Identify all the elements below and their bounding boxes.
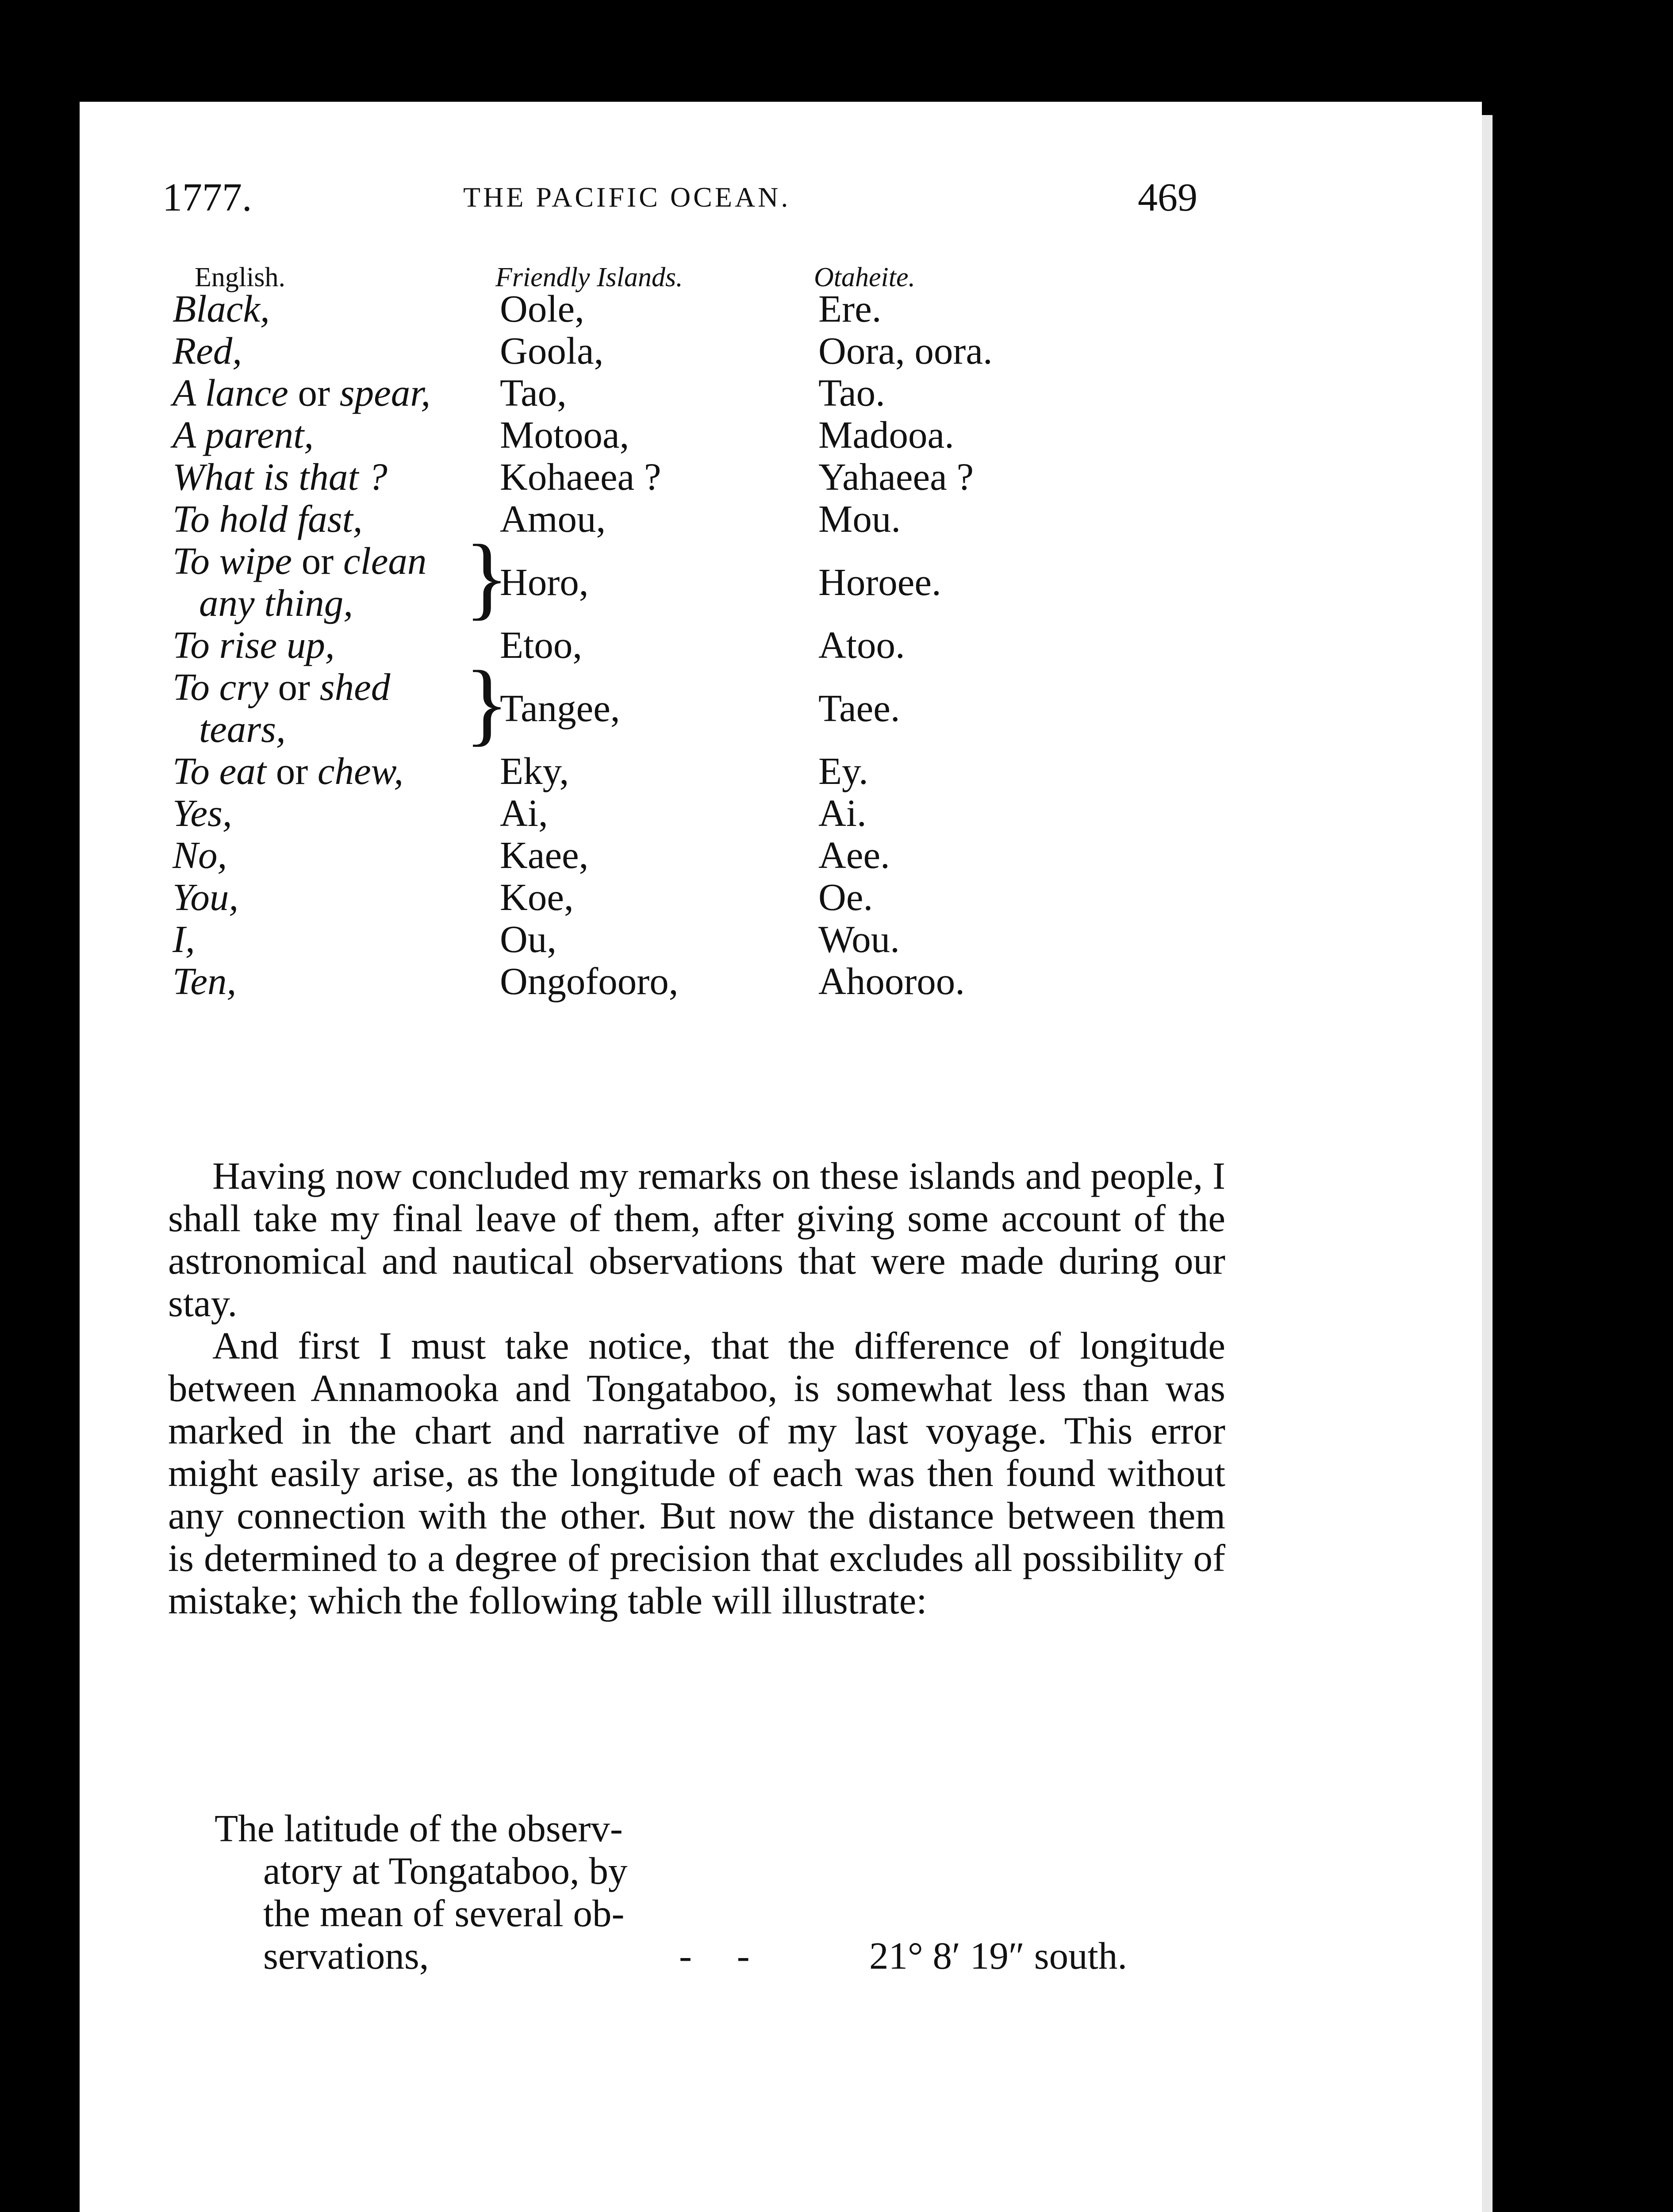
vocab-row	[173, 498, 1234, 540]
friendly-islands-word: Ou,	[500, 918, 557, 960]
friendly-islands-word: Horo,	[500, 561, 589, 603]
english-word: To cry or shed tears,	[173, 665, 391, 750]
english-word: A lance or spear,	[173, 371, 431, 414]
body-text	[168, 1155, 1225, 1622]
latitude-value: 21° 8′ 19″ south.	[869, 1934, 1128, 1977]
friendly-islands-word: Etoo,	[500, 623, 583, 666]
brace-icon: }	[464, 652, 509, 755]
otaheite-word: Mou.	[818, 497, 901, 540]
english-word: Black,	[173, 287, 270, 330]
otaheite-word: Madooa.	[818, 413, 954, 456]
column-header-english: English.	[195, 262, 285, 292]
friendly-islands-word: Motooa,	[500, 413, 629, 456]
vocab-row	[173, 652, 1234, 755]
vocab-row	[173, 960, 1234, 1002]
vocab-row	[173, 288, 1234, 330]
friendly-islands-word: Kaee,	[500, 833, 589, 876]
friendly-islands-word: Tao,	[500, 371, 567, 414]
page-edge	[1482, 115, 1493, 2212]
english-word: To eat or chew,	[173, 749, 403, 792]
otaheite-word: Atoo.	[818, 623, 905, 666]
vocab-row	[173, 876, 1234, 918]
otaheite-word: Tao.	[818, 371, 885, 414]
friendly-islands-word: Kohaeea ?	[500, 455, 661, 498]
friendly-islands-word: Ongofooro,	[500, 960, 679, 1002]
vocab-row	[173, 918, 1234, 960]
vocab-row	[173, 330, 1234, 372]
brace-icon: }	[464, 526, 509, 629]
friendly-islands-word: Koe,	[500, 876, 574, 918]
vocab-row	[173, 414, 1234, 456]
friendly-islands-word: Amou,	[500, 497, 606, 540]
otaheite-word: Wou.	[818, 918, 900, 960]
vocab-row	[173, 456, 1234, 498]
english-word: To rise up,	[173, 623, 335, 666]
paragraph: And first I must take notice, that the difference of longitude between Annamooka and Tongataboo, is somewhat less than was marked in the chart and narrative of my last voyage. This error might easily arise, as the longitude of each was then found without any connection with the other. But now the distance between them is determined to a degree of precision that excludes all possibility of mistake; which the following table will illustrate:	[168, 1324, 1225, 1622]
english-word: Ten,	[173, 960, 237, 1002]
english-word: No,	[173, 833, 227, 876]
friendly-islands-word: Tangee,	[500, 687, 620, 730]
friendly-islands-word: Eky,	[500, 749, 569, 792]
header-year: 1777.	[162, 176, 252, 219]
vocab-row	[173, 834, 1234, 876]
english-word: I,	[173, 918, 195, 960]
friendly-islands-word: Oole,	[500, 287, 584, 330]
otaheite-word: Ai.	[818, 791, 867, 834]
otaheite-word: Ere.	[818, 287, 882, 330]
friendly-islands-word: Ai,	[500, 791, 548, 834]
otaheite-word: Yahaeea ?	[818, 455, 974, 498]
page-number: 469	[1138, 176, 1197, 219]
column-header-otaheite: Otaheite.	[814, 262, 915, 292]
otaheite-word: Aee.	[818, 833, 890, 876]
english-word: Red,	[173, 329, 242, 372]
leader-dots: - -	[679, 1934, 767, 1977]
vocab-row	[173, 372, 1234, 414]
otaheite-word: Oora, oora.	[818, 329, 993, 372]
observation-label: The latitude of the observ- atory at Tongataboo, by the mean of several ob- servations,	[215, 1807, 628, 1977]
vocab-row	[173, 624, 1234, 666]
running-header	[162, 175, 1197, 228]
vocab-row	[173, 526, 1234, 629]
otaheite-word: Ahooroo.	[818, 960, 965, 1002]
otaheite-word: Taee.	[818, 687, 900, 730]
english-word: Yes,	[173, 791, 232, 834]
otaheite-word: Ey.	[818, 749, 868, 792]
vocab-row	[173, 792, 1234, 834]
english-word: To hold fast,	[173, 497, 363, 540]
english-word: What is that ?	[173, 455, 388, 498]
english-word: You,	[173, 876, 239, 918]
otaheite-word: Oe.	[818, 876, 873, 918]
friendly-islands-word: Goola,	[500, 329, 604, 372]
header-title: THE PACIFIC OCEAN.	[463, 181, 791, 213]
otaheite-word: Horoee.	[818, 561, 941, 603]
paragraph: Having now concluded my remarks on these islands and people, I shall take my final leave of them, after giving some account of the astronomical and nautical observations that were made during our stay.	[168, 1154, 1225, 1325]
column-header-friendly-islands: Friendly Islands.	[495, 262, 683, 292]
vocab-row	[173, 750, 1234, 792]
english-word: A parent,	[173, 413, 314, 456]
english-word: To wipe or clean any thing,	[173, 539, 427, 624]
